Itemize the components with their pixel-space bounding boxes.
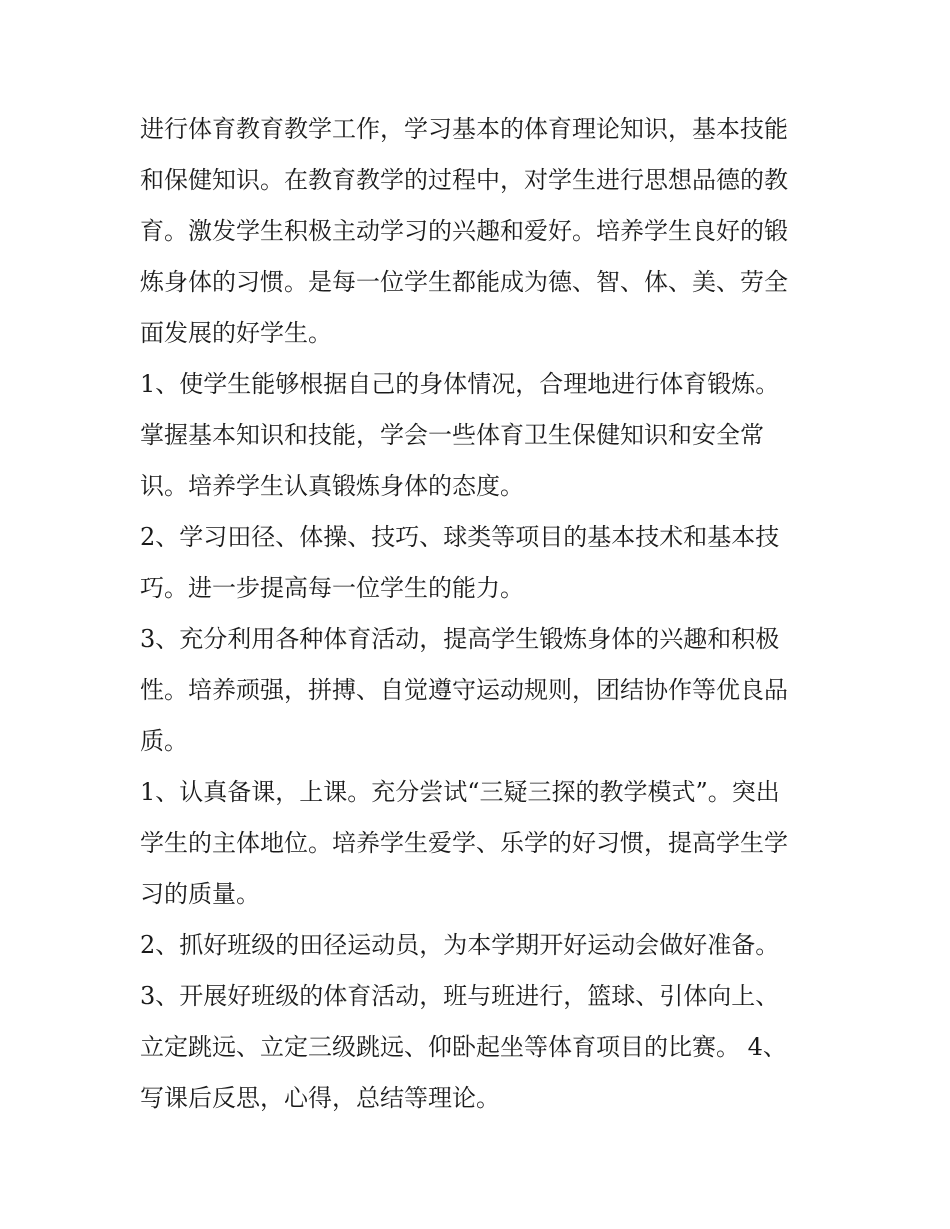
text-line: 2、学习田径、体操、技巧、球类等项目的基本技术和基本技 xyxy=(140,523,780,551)
text-line: 学生的主体地位。培养学生爱学、乐学的好习惯，提高学生学 xyxy=(140,829,788,857)
text-line: 性。培养顽强，拼搏、自觉遵守运动规则，团结协作等优良品 xyxy=(140,676,788,704)
document-body xyxy=(140,104,815,1124)
text-line: 立定跳远、立定三级跳远、仰卧起坐等体育项目的比赛。 4、 xyxy=(140,1033,787,1061)
text-line: 3、开展好班级的体育活动，班与班进行，篮球、引体向上、 xyxy=(140,982,780,1010)
text-line: 3、充分利用各种体育活动，提高学生锻炼身体的兴趣和积极 xyxy=(140,625,780,653)
text-line: 育。激发学生积极主动学习的兴趣和爱好。培养学生良好的锻 xyxy=(140,217,788,245)
text-line: 1、使学生能够根据自己的身体情况，合理地进行体育锻炼。 xyxy=(140,370,780,398)
text-line: 识。培养学生认真锻炼身体的态度。 xyxy=(140,472,524,500)
text-line: 面发展的好学生。 xyxy=(140,319,332,347)
text-line: 进行体育教育教学工作，学习基本的体育理论知识，基本技能 xyxy=(140,115,788,143)
text-line: 写课后反思，心得，总结等理论。 xyxy=(140,1084,500,1112)
text-line: 掌握基本知识和技能，学会一些体育卫生保健知识和安全常 xyxy=(140,421,764,449)
text-line: 1、认真备课，上课。充分尝试“三疑三探的教学模式”。突出 xyxy=(140,778,780,806)
text-line: 习的质量。 xyxy=(140,880,260,908)
text-line: 炼身体的习惯。是每一位学生都能成为德、智、体、美、劳全 xyxy=(140,268,788,296)
text-line: 2、抓好班级的田径运动员，为本学期开好运动会做好准备。 xyxy=(140,931,780,959)
text-line: 巧。进一步提高每一位学生的能力。 xyxy=(140,574,524,602)
text-line: 和保健知识。在教育教学的过程中，对学生进行思想品德的教 xyxy=(140,166,788,194)
text-line: 质。 xyxy=(140,727,188,755)
